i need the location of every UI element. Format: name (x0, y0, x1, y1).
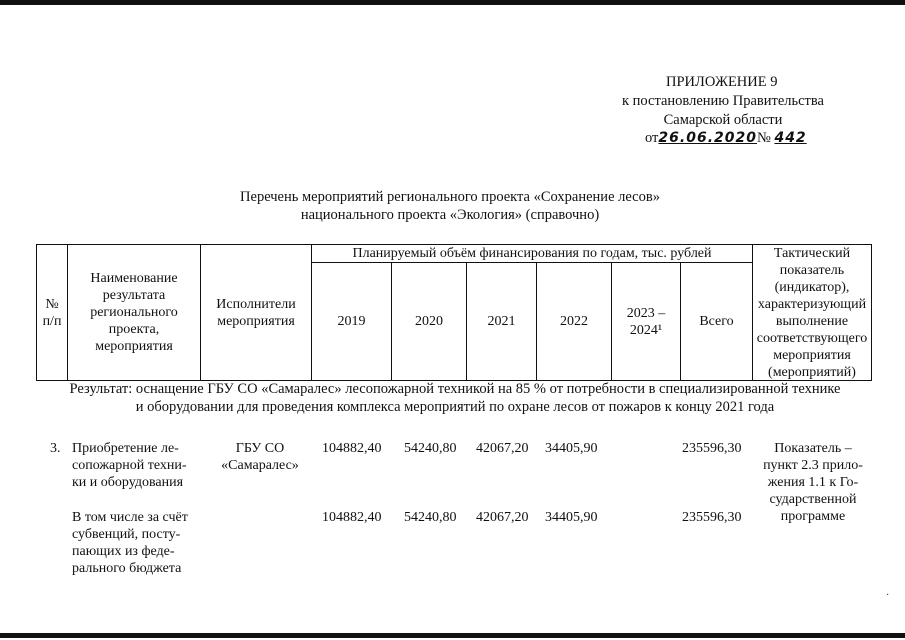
header-year-2023-2024 (612, 263, 680, 380)
row-2-2021: 42067,20 (476, 510, 529, 525)
number-prefix: № (756, 130, 771, 146)
header-finance-text: Планируемый объём финансирования по годам, тыс. рублей (352, 246, 712, 261)
row-2-name (72, 509, 212, 577)
header-year-2021 (467, 263, 536, 380)
row-2-name-line: субвенций, посту- (72, 527, 181, 542)
header-name (68, 245, 200, 380)
header-num (37, 245, 67, 380)
row-1-indicator-line: жения 1.1 к Го- (767, 475, 859, 490)
table-right-border (871, 244, 872, 380)
row-1-name-line: ки и оборудования (72, 475, 184, 490)
header-total (681, 263, 752, 380)
header-year-2023-2024-text: 2023 – 2024¹ (626, 305, 666, 338)
row-2-name-line: рального бюджета (72, 561, 182, 576)
row-1-2020: 54240,80 (404, 441, 457, 456)
header-executor-text: Исполнители мероприятия (216, 296, 296, 329)
document-title-line-1: Перечень мероприятий регионального проекта «Сохранение лесов» (240, 189, 660, 205)
row-1-executor-line: ГБУ СО (235, 441, 285, 456)
header-total-text: Всего (699, 314, 734, 329)
number-value: 442 (774, 130, 807, 146)
row-1-indicator-line: пункт 2.3 прило- (763, 458, 863, 473)
row-1-executor (210, 440, 310, 474)
top-border (0, 0, 905, 5)
date-prefix: от (645, 130, 659, 146)
row-1-2019: 104882,40 (322, 441, 382, 456)
row-1-name-line: Приобретение ле- (72, 441, 179, 456)
header-year-2022 (537, 263, 611, 380)
header-executor (201, 245, 311, 380)
row-1-indicator-line: Показатель – (774, 441, 852, 456)
row-1-total: 235596,30 (682, 441, 742, 456)
row-2-name-line: пающих из феде- (72, 544, 175, 559)
row-2-total: 235596,30 (682, 510, 742, 525)
header-year-2021-text: 2021 (487, 314, 516, 329)
row-2-2020: 54240,80 (404, 510, 457, 525)
header-name-text: Наименование результата регионального проекта, мероприятия (90, 271, 178, 354)
row-2-2022: 34405,90 (545, 510, 598, 525)
row-1-2022: 34405,90 (545, 441, 598, 456)
row-2-2019: 104882,40 (322, 510, 382, 525)
header-indicator (753, 245, 871, 380)
row-2-name-line: В том числе за счёт (72, 510, 188, 525)
header-year-2020-text: 2020 (415, 314, 443, 329)
row-1-num: 3. (50, 441, 61, 456)
row-1-name-line: сопожарной техни- (72, 458, 187, 473)
appendix-title: ПРИЛОЖЕНИЕ 9 (666, 74, 778, 90)
bottom-border (0, 633, 905, 638)
header-num-text: № п/п (42, 296, 62, 329)
result-line-1: Результат: оснащение ГБУ СО «Самаралес» лесопожарной техникой на 85 % от потребности в специализированной технике (69, 381, 841, 397)
scan-speck: · (886, 590, 890, 601)
date-value: 26.06.2020 (658, 130, 757, 146)
header-year-2019-text: 2019 (337, 314, 366, 329)
appendix-line-2: Самарской области (663, 112, 783, 128)
header-indicator-text: Тактический показатель (индикатор), характеризующий выполнение соответствующего мероприятия (мероприятий) (756, 245, 868, 380)
row-1-indicator-line: сударственной (769, 492, 857, 507)
row-1-executor-line: «Самаралес» (221, 458, 299, 473)
row-1-2021: 42067,20 (476, 441, 529, 456)
result-line-2: и оборудовании для проведения комплекса мероприятий по охране лесов от пожаров к концу 2021 года (135, 399, 775, 415)
header-year-2020 (392, 263, 466, 380)
header-year-2022-text: 2022 (560, 314, 588, 329)
appendix-date-line (645, 130, 807, 147)
header-finance (312, 245, 752, 262)
row-1-indicator-line: программе (780, 509, 846, 524)
header-year-2019 (312, 263, 391, 380)
row-1-name (72, 440, 202, 491)
document-title-line-2: национального проекта «Экология» (справочно) (300, 207, 600, 223)
appendix-line-1: к постановлению Правительства (622, 93, 824, 109)
row-1-indicator (752, 440, 874, 525)
